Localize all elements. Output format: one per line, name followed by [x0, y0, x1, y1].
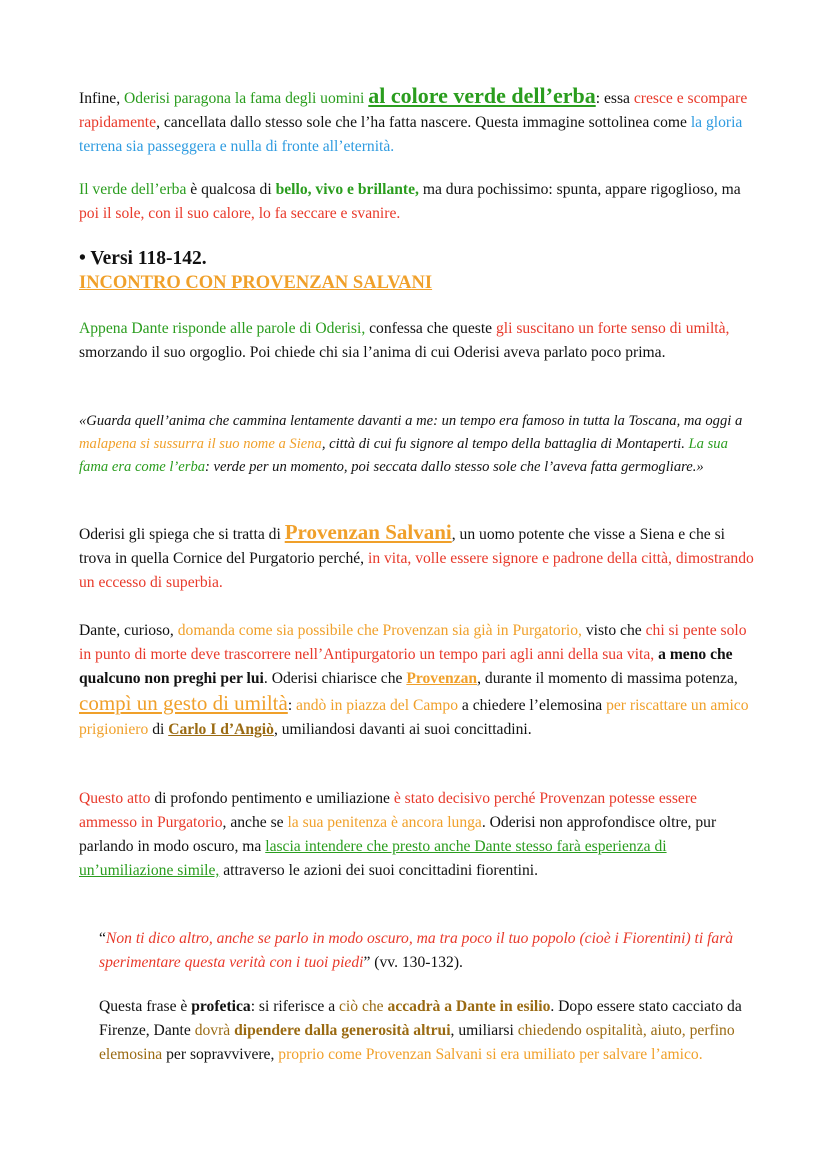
quote-prophecy: “Non ti dico altro, anche se parlo in modo oscuro, ma tra poco il tuo popolo (cioè i Fiorentini) ti farà sperimentare questa verità con i tuoi piedi” (vv. 130-132). [99, 930, 734, 971]
paragraph-green-grass: Il verde dell’erba è qualcosa di bello, vivo e brillante, ma dura pochissimo: spunta, appare rigoglioso, ma poi il sole, con il suo calore, lo fa seccare e svanire. [79, 181, 741, 222]
section-title: INCONTRO CON PROVENZAN SALVANI [79, 273, 433, 293]
highlight-green-grass: al colore verde dell’erba [368, 83, 596, 108]
highlight-provenzan-name: Provenzan Salvani [284, 520, 452, 544]
quote-oderisi: «Guarda quell’anima che cammina lentamente davanti a me: un tempo era famoso in tutta la Toscana, ma oggi a malapena si sussurra il suo nome a Siena, città di cui fu signore al tempo della battaglia di Montaperti. La sua fama era come l’erba: verde per un momento, poi seccata dallo stesso sole che l’aveva fatta germogliare.» [79, 413, 743, 475]
paragraph-act-of-humility: Questo atto di profondo pentimento e umiliazione è stato decisivo perché Provenzan potesse essere ammesso in Purgatorio, anche se la sua penitenza è ancora lunga. Oderisi non approfondisce oltre, pur parlando in modo oscuro, ma lascia intendere che presto anche Dante stesso farà esperienza di un’umiliazione simile, attraverso le azioni dei suoi concittadini fiorentini. [79, 790, 717, 879]
section-verses-heading: • Versi 118-142. [79, 248, 207, 269]
paragraph-dante-responds: Appena Dante risponde alle parole di Oderisi, confessa che queste gli suscitano un forte senso di umiltà, smorzando il suo orgoglio. Poi chiede chi sia l’anima di cui Oderisi aveva parlato poco prima. [79, 320, 730, 361]
highlight-gesture-humility: compì un gesto di umiltà [79, 691, 288, 715]
paragraph-prophetic: Questa frase è profetica: si riferisce a ciò che accadrà a Dante in esilio. Dopo essere stato cacciato da Firenze, Dante dovrà dipendere dalla generosità altrui, umiliarsi chiedendo ospitalità, aiuto, perfino elemosina per sopravvivere, proprio come Provenzan Salvani si era umiliato per salvare l’amico. [99, 998, 742, 1063]
paragraph-dante-curious: Dante, curioso, domanda come sia possibile che Provenzan sia già in Purgatorio, visto che chi si pente solo in punto di morte deve trascorrere nell’Antipurgatorio un tempo pari agli anni della sua vita, a meno che qualcuno non preghi per lui. Oderisi chiarisce che Provenzan, durante il momento di massima potenza, compì un gesto di umiltà: andò in piazza del Campo a chiedere l’elemosina per riscattare un amico prigioniero di Carlo I d’Angiò, umiliandosi davanti ai suoi concittadini. [79, 622, 749, 738]
paragraph-provenzan-intro: Oderisi gli spiega che si tratta di Provenzan Salvani, un uomo potente che visse a Siena e che si trova in quella Cornice del Purgatorio perché, in vita, volle essere signore e padrone della città, dimostrando un eccesso di superbia. [79, 520, 754, 591]
paragraph-fame-grass: Infine, Oderisi paragona la fama degli uomini al colore verde dell’erba: essa cresce e scompare rapidamente, cancellata dallo stesso sole che l’ha fatta nascere. Questa immagine sottolinea come la gloria terrena sia passeggera e nulla di fronte all’eternità. [79, 83, 748, 155]
